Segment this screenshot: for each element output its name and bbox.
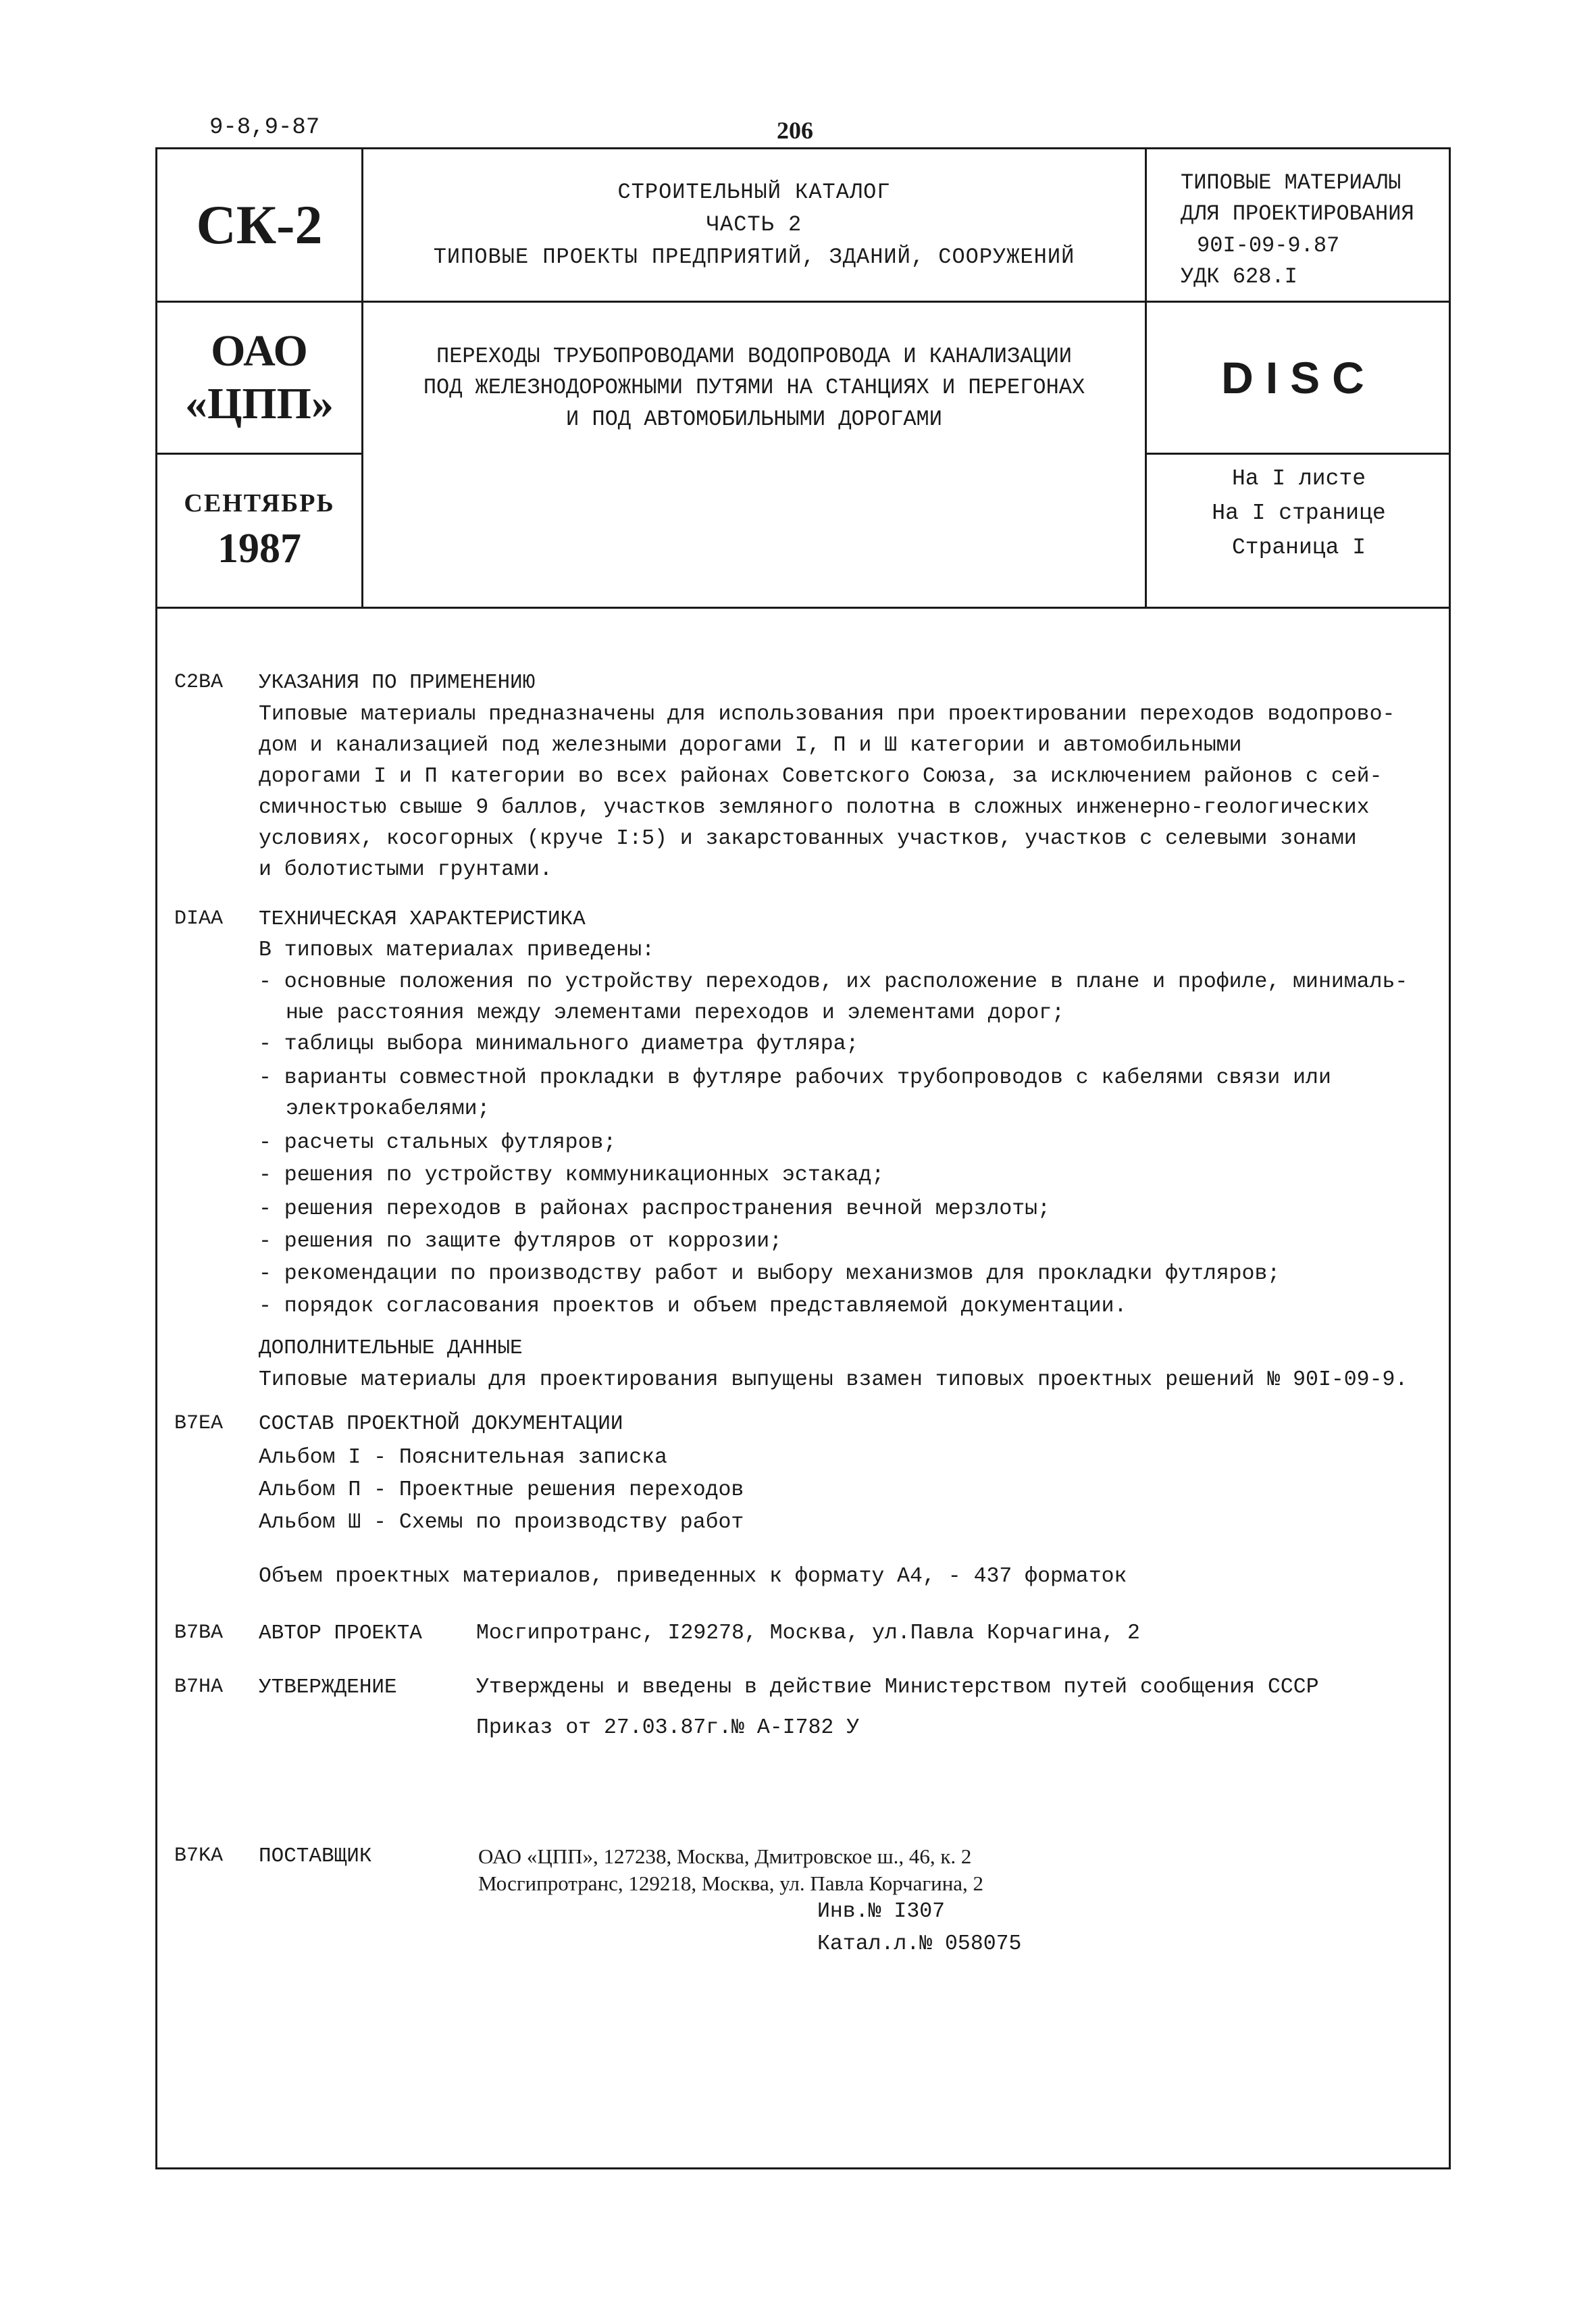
catalog-line: ЧАСТЬ 2 — [706, 212, 802, 237]
list-item: - таблицы выбора минимального диаметра футляра; — [259, 1032, 859, 1056]
paragraph-line: условиях, косогорных (круче I:5) и закарстованных участков, участков с селевыми зонами — [259, 827, 1357, 851]
section-code: B7EA — [174, 1412, 224, 1435]
album-item: Альбом П - Проектные решения переходов — [259, 1478, 744, 1502]
catalog-cell — [363, 149, 1145, 301]
page-index: Страница I — [1231, 535, 1366, 561]
list-item: - расчеты стальных футляров; — [259, 1131, 617, 1155]
disc-cell — [1147, 303, 1451, 453]
approval-line: Утверждены и введены в действие Министерством путей сообщения СССР — [476, 1676, 1319, 1699]
section-heading-characteristics: ТЕХНИЧЕСКАЯ ХАРАКТЕРИСТИКА — [259, 907, 586, 931]
supplier-line: ОАО «ЦПП», 127238, Москва, Дмитровское ш., 46, к. 2 — [478, 1844, 972, 1868]
document-code: 9-8,9-87 — [209, 115, 320, 141]
organization-line: «ЦПП» — [184, 379, 334, 428]
supplier-line: Мосгипротранс, 129218, Москва, ул. Павла Корчагина, 2 — [478, 1871, 984, 1895]
paragraph-line: и болотистыми грунтами. — [259, 858, 552, 882]
catalog-line: СТРОИТЕЛЬНЫЙ КАТАЛОГ — [617, 180, 891, 205]
catalog-line: ТИПОВЫЕ ПРОЕКТЫ ПРЕДПРИЯТИЙ, ЗДАНИЙ, СООРУЖЕНИЙ — [433, 245, 1075, 270]
document-title — [363, 341, 1145, 435]
section-heading-application: УКАЗАНИЯ ПО ПРИМЕНЕНИЮ — [259, 671, 536, 695]
section-code: B7BA — [174, 1621, 224, 1644]
organization-label — [185, 325, 334, 430]
series-cell — [157, 149, 361, 301]
paragraph-line: Типовые материалы предназначены для использования при проектировании переходов водопрово- — [259, 703, 1395, 726]
materials-line: 90I-09-9.87 — [1197, 232, 1340, 258]
page-number: 206 — [777, 117, 813, 144]
date-cell — [157, 455, 361, 607]
list-item: - рекомендации по производству работ и выбору механизмов для прокладки футляров; — [259, 1262, 1281, 1286]
section-heading-approval: УТВЕРЖДЕНИЕ — [259, 1676, 397, 1699]
materials-cell — [1181, 168, 1414, 293]
list-item: - решения по устройству коммуникационных эстакад; — [259, 1163, 885, 1187]
page-count: На I странице — [1212, 501, 1386, 526]
album-item: Альбом I - Пояснительная записка — [259, 1446, 667, 1469]
list-item: - порядок согласования проектов и объем представляемой документации. — [259, 1294, 1127, 1318]
author-line: Мосгипротранс, I29278, Москва, ул.Павла Корчагина, 2 — [476, 1621, 1140, 1645]
section-code: C2BA — [174, 671, 224, 694]
list-item-continuation: электрокабелями; — [286, 1097, 490, 1121]
inventory-number: Инв.№ I307 — [817, 1900, 946, 1923]
list-item: - основные положения по устройству переходов, их расположение в плане и профиле, минималь- — [259, 970, 1408, 994]
section-heading-supplier: ПОСТАВЩИК — [259, 1844, 372, 1868]
section-heading-additional: ДОПОЛНИТЕЛЬНЫЕ ДАННЫЕ — [259, 1336, 523, 1360]
catalog-sheet-number: Катал.л.№ 058075 — [817, 1932, 1022, 1956]
paragraph-line: дорогами I и П категории во всех районах Советского Союза, за исключением районов с сей- — [259, 765, 1383, 788]
section-code: DIAA — [174, 907, 224, 930]
list-item: - решения по защите футляров от коррозии; — [259, 1230, 783, 1253]
section-heading-composition: СОСТАВ ПРОЕКТНОЙ ДОКУМЕНТАЦИИ — [259, 1412, 623, 1436]
sheet-info-cell — [1147, 455, 1451, 570]
list-item: - варианты совместной прокладки в футляре рабочих трубопроводов с кабелями связи или — [259, 1066, 1331, 1090]
materials-line: ДЛЯ ПРОЕКТИРОВАНИЯ — [1181, 201, 1414, 227]
sheet-count: На I листе — [1231, 466, 1366, 491]
year-label: 1987 — [217, 526, 301, 572]
materials-line: УДК 628.I — [1181, 264, 1297, 290]
organization-cell — [157, 303, 361, 453]
paragraph-line: дом и канализацией под железными дорогами I, П и Ш категории и автомобильными — [259, 734, 1242, 757]
paragraph-line: Типовые материалы для проектирования выпущены взамен типовых проектных решений № 90I-09-9. — [259, 1368, 1408, 1392]
title-line: И ПОД АВТОМОБИЛЬНЫМИ ДОРОГАМИ — [566, 406, 942, 432]
section-code: B7HA — [174, 1676, 224, 1699]
series-label: СК-2 — [196, 194, 323, 255]
album-item: Альбом Ш - Схемы по производству работ — [259, 1511, 744, 1534]
materials-line: ТИПОВЫЕ МАТЕРИАЛЫ — [1181, 170, 1401, 195]
list-item-continuation: ные расстояния между элементами переходов и элементами дорог; — [286, 1001, 1065, 1025]
title-line: ПЕРЕХОДЫ ТРУБОПРОВОДАМИ ВОДОПРОВОДА И КАНАЛИЗАЦИИ — [436, 344, 1072, 369]
section-code: B7KA — [174, 1844, 224, 1867]
month-label: СЕНТЯБРЬ — [184, 489, 335, 518]
header-bottom-rule — [155, 607, 1451, 609]
section-heading-author: АВТОР ПРОЕКТА — [259, 1621, 422, 1645]
volume-line: Объем проектных материалов, приведенных к формату А4, - 437 форматок — [259, 1565, 1127, 1588]
paragraph-line: В типовых материалах приведены: — [259, 938, 654, 962]
organization-line: ОАО — [211, 326, 308, 376]
approval-order: Приказ от 27.03.87г.№ А-I782 У — [476, 1716, 860, 1740]
paragraph-line: смичностью свыше 9 баллов, участков земляного полотна в сложных инженерно-геологических — [259, 796, 1370, 820]
list-item: - решения переходов в районах распространения вечной мерзлоты; — [259, 1197, 1050, 1221]
title-line: ПОД ЖЕЛЕЗНОДОРОЖНЫМИ ПУТЯМИ НА СТАНЦИЯХ И ПЕРЕГОНАХ — [423, 375, 1085, 401]
disc-label: DISC — [1221, 353, 1376, 403]
